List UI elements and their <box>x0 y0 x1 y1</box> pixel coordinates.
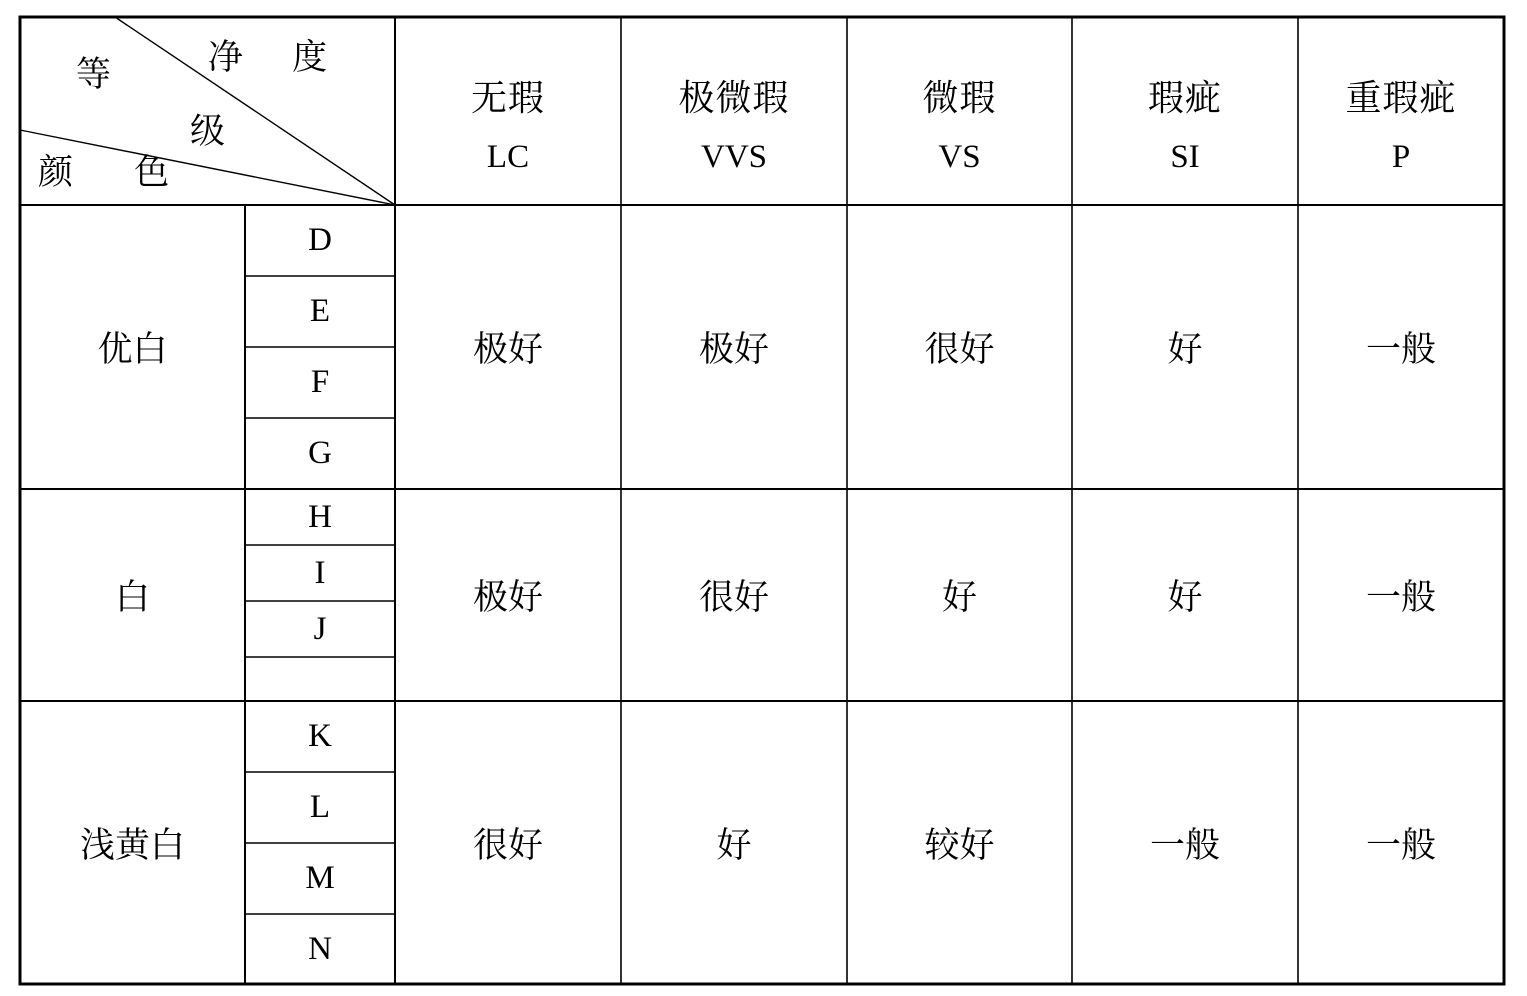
column-header-p <box>1298 17 1504 205</box>
rating-cell: 极好 <box>698 330 769 370</box>
color-group-name: 优白 <box>97 330 168 370</box>
rating-cell: 很好 <box>472 825 543 866</box>
corner-label-grade-top: 等 <box>76 55 112 95</box>
rating-cell: 一般 <box>1365 330 1436 370</box>
color-grade-d: D <box>308 222 332 258</box>
color-grade-i: I <box>314 554 326 591</box>
column-header-code: VS <box>938 139 981 175</box>
color-grade-blank <box>245 657 395 701</box>
color-grade-m: M <box>305 860 335 896</box>
color-grade-n: N <box>308 930 332 967</box>
rating-cell: 好 <box>1167 578 1203 618</box>
rating-cell: 很好 <box>698 578 769 618</box>
color-grade-k: K <box>308 718 332 754</box>
rating-cell: 很好 <box>924 330 995 370</box>
rating-cell: 极好 <box>472 578 543 618</box>
color-grade-g: G <box>308 435 332 471</box>
column-header-code: LC <box>486 139 530 175</box>
column-header-si <box>1072 17 1298 205</box>
column-header-code: P <box>1391 139 1411 175</box>
column-header-vvs <box>621 17 847 205</box>
rating-cell: 一般 <box>1149 825 1220 866</box>
rating-cell: 极好 <box>472 330 543 370</box>
column-header-label: 极微瑕 <box>678 78 790 119</box>
column-header-lc <box>395 17 621 205</box>
color-grade-l: L <box>309 789 331 825</box>
column-header-code: SI <box>1170 139 1200 175</box>
rating-cell: 好 <box>716 825 752 866</box>
column-header-label: 无瑕 <box>470 78 545 119</box>
color-grade-f: F <box>310 364 330 400</box>
corner-label-color: 颜 色 <box>38 153 170 193</box>
column-header-label: 微瑕 <box>922 78 997 119</box>
rating-cell: 好 <box>1167 330 1203 370</box>
column-header-code: VVS <box>700 139 768 175</box>
color-group-name: 浅黄白 <box>79 825 185 866</box>
color-grade-h: H <box>308 498 332 535</box>
rating-cell: 一般 <box>1365 578 1436 618</box>
corner-label-clarity: 净 度 <box>208 38 328 78</box>
corner-label-grade-mid: 级 <box>190 112 226 152</box>
rating-cell: 较好 <box>924 825 995 866</box>
column-header-label: 瑕疵 <box>1147 78 1222 119</box>
column-header-vs <box>847 17 1072 205</box>
color-grade-e: E <box>309 293 331 329</box>
rating-cell: 一般 <box>1365 825 1436 866</box>
rating-cell: 好 <box>941 578 977 618</box>
color-group-name: 白 <box>114 578 150 618</box>
column-header-label: 重瑕疵 <box>1345 78 1457 119</box>
color-grade-j: J <box>313 610 327 647</box>
